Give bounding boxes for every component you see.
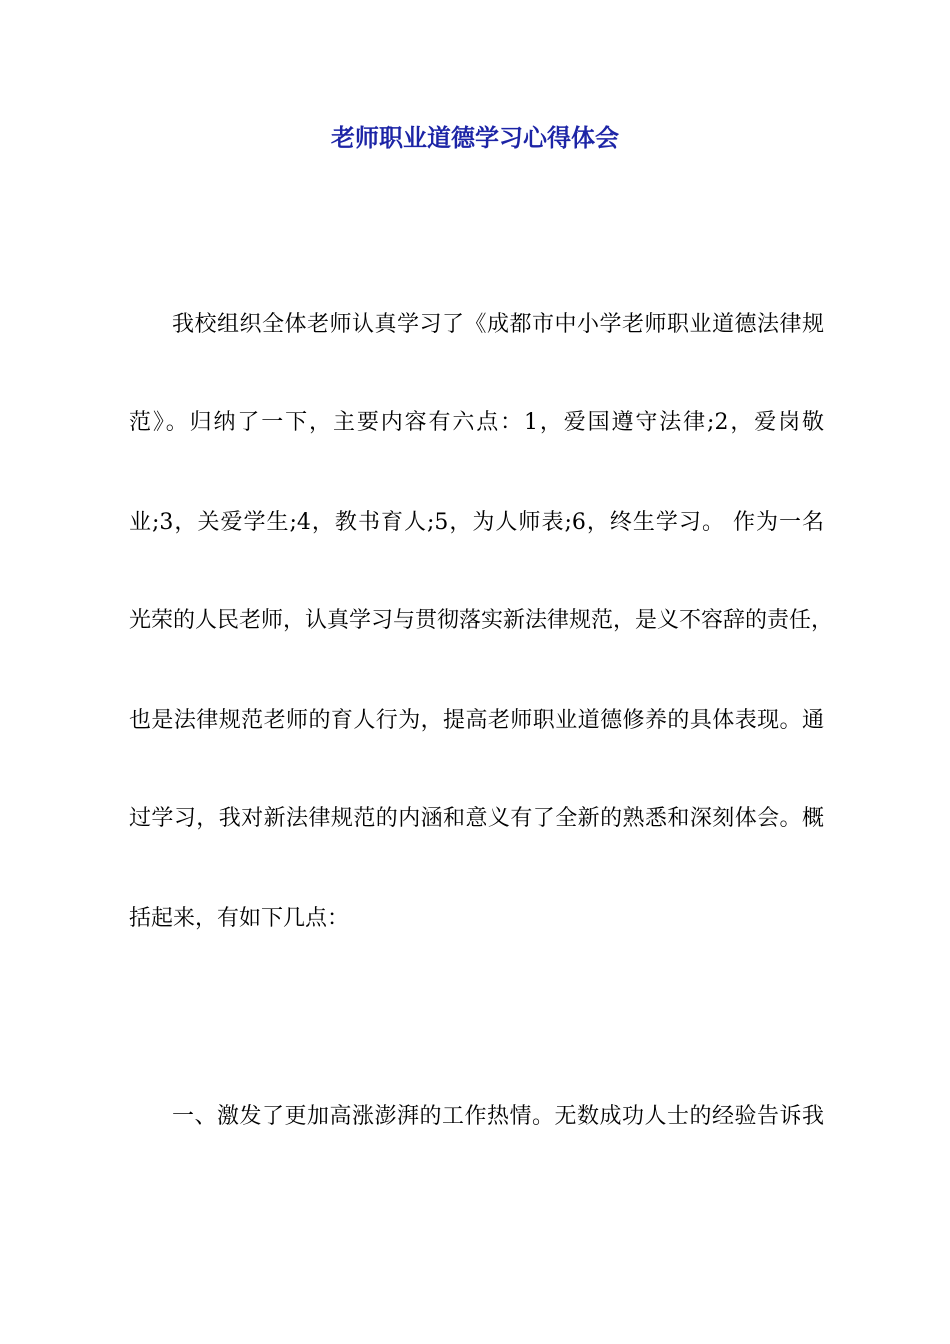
paragraph-line: 也是法律规范老师的育人行为，提高老师职业道德修养的具体表现。通 bbox=[129, 708, 824, 733]
paragraph-line: 光荣的人民老师，认真学习与贯彻落实新法律规范，是义不容辞的责任， bbox=[129, 608, 834, 633]
paragraph-line: 括起来，有如下几点： bbox=[129, 906, 350, 931]
paragraph-line: 业;3，关爱学生;4，教书育人;5，为人师表;6，终生学习。 作为一名 bbox=[129, 510, 824, 535]
paragraph-line: 我校组织全体老师认真学习了《成都市中小学老师职业道德法律规 bbox=[172, 312, 824, 337]
paragraph-line: 过学习，我对新法律规范的内涵和意义有了全新的熟悉和深刻体会。概 bbox=[129, 806, 824, 831]
paragraph-line: 一、激发了更加高涨澎湃的工作热情。无数成功人士的经验告诉我 bbox=[172, 1104, 824, 1129]
paragraph-line: 范》。归纳了一下，主要内容有六点：1，爱国遵守法律;2，爱岗敬 bbox=[129, 410, 824, 435]
document-title: 老师职业道德学习心得体会 bbox=[331, 124, 619, 152]
